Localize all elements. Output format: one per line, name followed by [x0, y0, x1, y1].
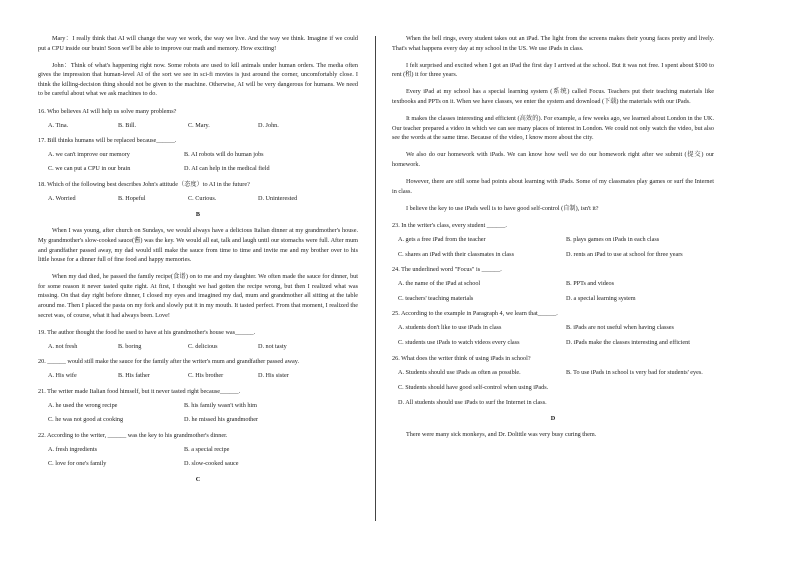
option: C. Mary. [188, 121, 210, 129]
option: D. John. [258, 121, 279, 129]
option: D. Uninterested [258, 195, 298, 203]
option: C. students use iPads to watch videos every class [398, 339, 520, 347]
option: D. AI can help in the medical field [184, 165, 270, 173]
option: B. To use iPads in school is very bad for students' eyes. [566, 368, 703, 376]
question-23-options [398, 235, 714, 259]
option: B. Hopeful [118, 195, 146, 203]
option: D. rents an iPad to use at school for three years [566, 250, 683, 258]
option: A. Worried [48, 195, 76, 203]
section-heading-b: B [195, 210, 201, 218]
question-23: 23. In the writer's class, every student ______. [392, 221, 507, 229]
paragraph-ipad-2: I felt surprised and excited when I got an iPad the first day I arrived at the school. But it was not free. I spent about $100 to rent (租) it for three years. [392, 61, 714, 79]
question-21: 21. The writer made Italian food himself, but it never tasted right because______. [38, 388, 241, 396]
question-17: 17. Bill thinks humans will be replaced because______. [38, 137, 177, 145]
option: D. he missed his grandmother [184, 416, 259, 424]
paragraph-b2: When my dad died, he passed the family recipe(食谱) on to me and my daughter. We often made the sauce for dinner, but for some reason it never tasted quite right. At first, I thought we had gotten the recipe wrong, but then I realized what was missing. On that day right before dinner, I closed my eyes and imagined my dad, mum and grandmother all sitting at the table around me. Then I placed the pasta on my fork and slowly put it in my mouth. It tasted perfect. From that moment, I realized the secret was, of course, what it had always been. Love! [38, 273, 358, 319]
paragraph-ipad-3: Every iPad at my school has a special learning system (系统) called Focus. Teachers put their teaching materials like textbooks and PPTs on it. When we have classes, we enter the system and download (下载) the materials with our iPads. [392, 88, 714, 105]
option: A. gets a free iPad from the teacher [398, 235, 486, 243]
paragraph-ipad-4: It makes the classes interesting and efficient (高效的). For example, a few weeks ago, we learned about London in the UK. Our teacher prepared a video in which we can see many places of interest in London. We could not only watch the video, but also see the words at the same time. Because of the video, I know more about the city. [392, 115, 714, 142]
option: D. His sister [258, 372, 289, 380]
option: C. Students should have good self-control when using iPads. [398, 384, 549, 392]
option: C. teachers' teaching materials [398, 294, 474, 302]
section-heading-c: C [195, 475, 201, 483]
option: D. All students should use iPads to surf the Internet in class. [398, 398, 547, 406]
option: B. His father [118, 372, 150, 380]
paragraph-ipad-1: When the bell rings, every student takes out an iPad. The light from the screens makes their young faces pretty and lively. That's what happens every day at my school in the US. We use iPads in class. [392, 35, 714, 52]
paragraph-ipad-6: However, there are still some bad points about learning with iPads. Some of my classmates play games or surf the Internet in class. [392, 178, 714, 195]
option: A. not fresh [48, 342, 78, 350]
option: B. a special recipe [184, 445, 230, 453]
option: A. the name of the iPad at school [398, 280, 481, 288]
option: D. not tasty [258, 342, 287, 350]
option: B. AI robots will do human jobs [184, 151, 264, 159]
option: C. we can put a CPU in our brain [48, 165, 131, 173]
option: A. Students should use iPads as often as possible. [398, 368, 521, 376]
question-26-options-more [398, 383, 714, 407]
column-divider [375, 36, 376, 521]
question-20-options [48, 371, 358, 381]
option: C. he was not good at cooking [48, 416, 124, 424]
left-column [38, 34, 358, 491]
question-24-options [398, 279, 714, 303]
question-20: 20. ______ would still make the sauce for the family after the writer's mum and grandfather passed away. [38, 358, 300, 366]
paragraph-b1: When I was young, after church on Sundays, we would always have a delicious Italian dinner at my grandmother's house. My grandmother's slow-cooked sauce(酱) was the key. We would all eat, talk and laugh until our stomachs were full. After mum and grandfather passed away, my dad would still make the sauce from time to time and invite me and my brother over to his little house for a dinner full of fine food and happy memories. [38, 227, 358, 264]
option: A. fresh ingredients [48, 445, 97, 453]
option: C. love for one's family [48, 460, 107, 467]
option: D. a special learning system [566, 294, 636, 302]
question-17-options [48, 150, 358, 174]
option: B. iPads are not useful when having classes [566, 324, 674, 332]
option: B. plays games on iPads in each class [566, 235, 660, 243]
question-21-options [48, 401, 358, 425]
option: C. His brother [188, 372, 224, 380]
option: A. Tina. [48, 121, 69, 129]
paragraph-mary: Mary：I really think that AI will change the way we work, the way we live. And the way we think. Imagine if we could put a CPU inside our brain! Soon we'll be able to improve our math and memory. How exciting! [38, 35, 358, 52]
question-24: 24. The underlined word "Focus" is ______. [392, 266, 502, 274]
option: A. students don't like to use iPads in class [398, 324, 502, 332]
option: C. Curious. [188, 195, 217, 203]
question-22: 22. According to the writer, ______ was the key to his grandmother's dinner. [38, 431, 228, 439]
question-26-options [398, 368, 714, 378]
question-16: 16. Who believes AI will help us solve many problems? [38, 107, 177, 115]
option: A. His wife [48, 372, 77, 380]
option: B. boring [118, 342, 142, 350]
question-22-options [48, 445, 358, 469]
paragraph-john: John：Think of what's happening right now. Some robots are used to kill animals under human orders. The media often gives the impression that human-level AI of the sort we see in sci-fi movies is just around the corner, uncomfortably close. I think the killing-decision thing should not be given to the machine. Otherwise, AI will be very dangerous for humans. We need to be careful about what we ask machines to do. [38, 61, 358, 98]
option: B. PPTs and videos [566, 280, 615, 288]
option: C. delicious [188, 342, 218, 350]
right-column [392, 34, 714, 447]
paragraph-ipad-7: I believe the key to use iPads well is to have good self-control (自制), isn't it? [406, 204, 599, 212]
option: B. his family wasn't with him [184, 402, 257, 410]
question-19: 19. The author thought the food he used to have at his grandmother's house was______. [38, 328, 256, 336]
question-16-options [48, 121, 358, 131]
question-18-options [48, 194, 358, 204]
option: C. shares an iPad with their classmates in class [398, 250, 514, 258]
option: B. Bill. [118, 121, 137, 129]
paragraph-ipad-5: We also do our homework with iPads. We can know how well we do our homework right after we submit (提交) our homework. [392, 151, 714, 168]
question-18: 18. Which of the following best describes John's attitude（态度）to AI in the future? [38, 181, 250, 189]
option: A. we can't improve our memory [48, 151, 130, 159]
question-19-options [48, 342, 358, 352]
question-25-options [398, 323, 714, 347]
question-26: 26. What does the writer think of using iPads in school? [392, 354, 531, 362]
option: A. he used the wrong recipe [48, 402, 118, 410]
option: D. iPads make the classes interesting and efficient [566, 339, 690, 347]
question-25: 25. According to the example in Paragraph 4, we learn that______. [392, 310, 558, 318]
section-heading-d: D [550, 414, 556, 422]
option: D. slow-cooked sauce [184, 460, 239, 467]
paragraph-d1: There were many sick monkeys, and Dr. Dolittle was very busy curing them. [406, 431, 597, 439]
